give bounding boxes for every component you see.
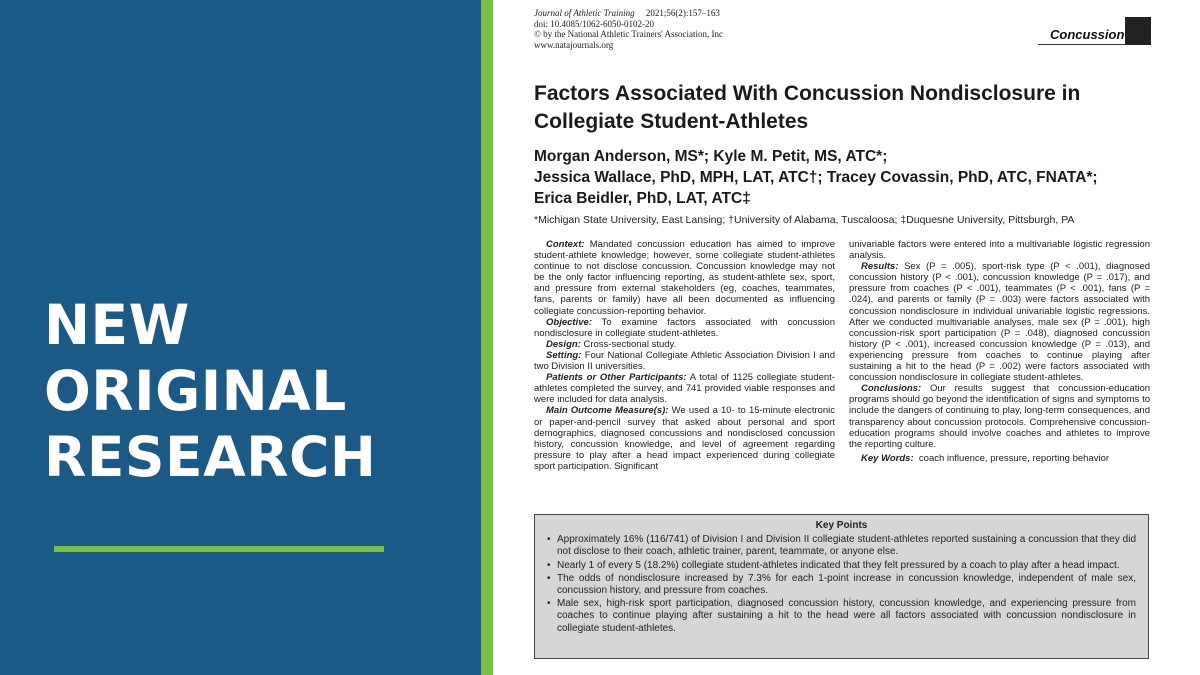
abstract-right-column (849, 239, 1150, 464)
section-label: Context: (546, 239, 585, 250)
abstract-left-column (534, 239, 835, 472)
banner-line: NEW (44, 293, 190, 357)
journal-volume: 2021;56(2):157–163 (645, 8, 720, 18)
section-text: Four National Collegiate Athletic Association Division I and two Division II universities. (534, 349, 835, 373)
abstract-objective (534, 317, 835, 339)
abstract-context (534, 239, 835, 317)
author-line: Erica Beidler, PhD, LAT, ATC‡ (534, 190, 751, 207)
abstract-setting (534, 350, 835, 372)
section-text: We used a 10- to 15-minute electronic or paper-and-pencil survey that asked about personal and sport demographics, diagnosed concussions and nondisclosed concussion history, concussion knowledge, and level of agreement regarding pressure to play after a head impact experienced during collegiate sport participation. Significant (534, 405, 836, 472)
journal-url: www.natajournals.org (534, 39, 614, 50)
section-label: Key Words: (861, 452, 914, 464)
section-text: Mandated concussion education has aimed to improve student-athlete knowledge; however, some collegiate student-athletes continue to not disclose concussion. Concussion knowledge may not be the only factor influencing reporting, as student-athlete sex, sport, and pressure from external stakeholders (eg, coaches, teammates, fans, parents or family) have all been documented as influencing collegiate concussion-reporting behavior. (534, 239, 835, 317)
section-text: Sex (P = .005), sport-risk type (P < .001), diagnosed concussion history (P < .001), concussion knowledge (P = .017), and pressure from coaches (P < .001), teammates (P < .001), fans (P = .024), and parents or family (P = .003) were factors associated with concussion nondisclosure in individual univariable logistic regressions. After we conducted multivariable analyses, male sex (P = .001), high concussion-risk sport participation (P = .048), diagnosed concussion history (P < .001), increased concussion knowledge (P = .013), and experiencing pressure from coaches to continue playing after sustaining a hit to the head (P = .002) were factors associated with concussion nondisclosure in collegiate student-athletes. (849, 261, 1151, 384)
author-line: Morgan Anderson, MS*; Kyle M. Petit, MS, ATC*; (534, 148, 888, 165)
section-text: A total of 1125 collegiate student-athletes completed the survey, and 741 provided viable responses and were included for data analysis. (534, 372, 835, 406)
journal-meta (534, 8, 723, 50)
abstract-outcome-continued: univariable factors were entered into a multivariable logistic regression analysis. (849, 239, 1150, 262)
abstract-design (534, 339, 835, 350)
key-point-item: • Nearly 1 of every 5 (18.2%) collegiate student-athletes indicated that they felt pressured by a coach to play after a head impact. (557, 560, 1136, 572)
section-label: Patients or Other Participants: (546, 372, 687, 384)
section-label: Results: (861, 261, 899, 273)
article-title: Factors Associated With Concussion Nondisclosure in Collegiate Student-Athletes (534, 82, 1081, 133)
section-tag-box (1125, 17, 1151, 45)
section-text: Our results suggest that concussion-education programs should go beyond the identification of signs and symptoms to include the dangers of continuing to play, long-term consequences, and transparency about concussion protocols. Comprehensive concussion-education programs should involve coaches and athletes to improve the reporting culture. (849, 383, 1151, 450)
banner-line: RESEARCH (44, 425, 377, 489)
paper-page (493, 0, 1200, 675)
section-label: Conclusions: (861, 383, 922, 395)
banner-underline (54, 546, 384, 552)
section-label: Main Outcome Measure(s): (546, 405, 669, 417)
author-line: Jessica Wallace, PhD, MPH, LAT, ATC†; Tracey Covassin, PhD, ATC, FNATA*; (534, 169, 1098, 186)
section-text: To examine factors associated with concussion nondisclosure in collegiate student-athletes. (534, 316, 835, 339)
banner-line: ORIGINAL (44, 359, 347, 423)
key-point-item: • Approximately 16% (116/741) of Division I and Division II collegiate student-athletes reported sustaining a concussion that they did not disclose to their coach, athletic trainer, parent, teammate, or anyone else. (557, 534, 1136, 558)
section-text: coach influence, pressure, reporting behavior (918, 452, 1110, 464)
abstract-results (849, 261, 1150, 383)
journal-copyright: © by the National Athletic Trainers' Association, Inc (534, 29, 723, 39)
key-points-title: Key Points (815, 520, 868, 531)
green-divider-bar (481, 0, 493, 675)
section-tag: Concussion (1050, 27, 1125, 42)
key-point-item: • Male sex, high-risk sport participation, diagnosed concussion history, concussion knowledge, and experiencing pressure from coaches to continue playing after sustaining a hit to the head were all factors associated with concussion nondisclosure in collegiate student-athletes. (557, 598, 1136, 635)
section-text: Cross-sectional study. (583, 338, 677, 350)
journal-name: Journal of Athletic Training (534, 8, 635, 18)
section-label: Setting: (546, 349, 582, 361)
abstract-participants (534, 372, 835, 405)
abstract-outcome (534, 405, 835, 472)
affiliations: *Michigan State University, East Lansing; †University of Alabama, Tuscaloosa; ‡Duquesne University, Pittsburgh, PA (534, 214, 1075, 226)
key-points-box (534, 514, 1149, 659)
abstract-conclusions (849, 383, 1150, 450)
abstract-keywords (849, 453, 1150, 464)
section-label: Design: (546, 338, 581, 350)
section-label: Objective: (546, 316, 592, 328)
banner-heading (44, 292, 376, 490)
author-list (534, 146, 1174, 209)
journal-doi: doi: 10.4085/1062-6050-0102-20 (534, 18, 654, 29)
key-points-list (547, 534, 1136, 635)
key-point-item: • The odds of nondisclosure increased by 7.3% for each 1-point increase in concussion knowledge, independent of male sex, concussion history, and pressure from coaches. (557, 573, 1136, 597)
